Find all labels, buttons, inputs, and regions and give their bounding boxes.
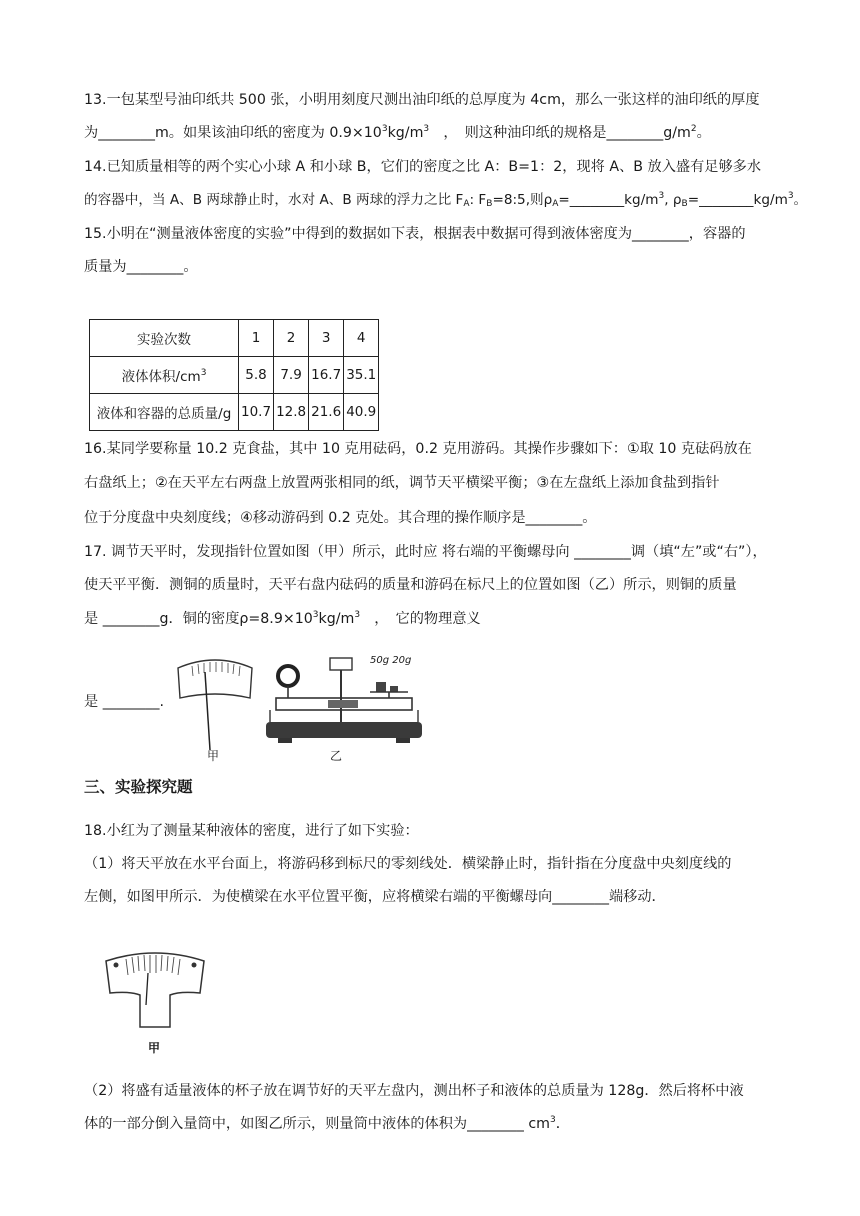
q18-p2-line1 (84, 1080, 744, 1102)
table-row (90, 320, 379, 357)
section-title: 三、实验探究题 (84, 778, 193, 796)
table-cell: 3 (309, 320, 344, 357)
figure-jia-label: 甲 (207, 749, 220, 763)
q14-sub-a2: A (552, 199, 559, 209)
table-header-text: 液体体积/cm (121, 369, 201, 385)
q14-sub-a: A (463, 199, 470, 209)
q13-sup-3: 2 (690, 124, 697, 134)
q18-p2-text-2a: 体的一部分倒入量筒中，如图乙所示，则量筒中液体的体积为________ cm (84, 1116, 550, 1132)
q13-text-2b: kg/m (387, 125, 424, 141)
q14-sub-b: B (486, 199, 493, 209)
table-cell: 4 (344, 320, 379, 357)
q13-sup-2: 3 (423, 124, 430, 134)
q17-text-2: 使天平平衡．测铜的质量时，天平右盘内砝码的质量和游码在标尺上的位置如图（乙）所示，则铜的质量 (84, 577, 737, 593)
table-header-cell (90, 357, 239, 394)
q16-text-2: 右盘纸上；②在天平左右两盘上放置两张相同的纸，调节天平横梁平衡；③在左盘纸上添加食盐到指针 (84, 475, 720, 491)
table-cell: 16.7 (309, 357, 344, 394)
table-cell: 2 (274, 320, 309, 357)
q13-sup-1: 3 (381, 124, 388, 134)
q18-p2-sup: 3 (549, 1115, 556, 1125)
q13-text-2c: ， 则这种油印纸的规格是________g/m (429, 125, 691, 141)
table-cell: 1 (239, 320, 274, 357)
q16-line3 (84, 507, 597, 529)
table-row (90, 394, 379, 431)
q14-sub-b2: B (681, 199, 688, 209)
table-header-cell: 液体和容器的总质量/g (90, 394, 239, 431)
q18-p2-line2 (84, 1113, 570, 1135)
q14-text-2c: =8:5,则ρ (492, 192, 553, 208)
q13-text-2d: 。 (696, 125, 711, 141)
table-cell: 40.9 (344, 394, 379, 431)
q17-line2 (84, 574, 737, 596)
q18-p2-text-1: （2）将盛有适量液体的杯子放在调节好的天平左盘内，测出杯子和液体的总质量为 128g．然后将杯中液 (84, 1083, 744, 1099)
weights-label: 50g 20g (370, 655, 412, 666)
q16-text-3: 位于分度盘中央刻度线；④移动游码到 0.2 克处。其合理的操作顺序是________。 (84, 510, 597, 526)
q14-text-2f: =________kg/m (687, 192, 788, 208)
q14-text-2g: 。 (793, 192, 808, 208)
q16-line1 (84, 438, 752, 460)
table-header-cell: 实验次数 (90, 320, 239, 357)
q17-line1 (84, 541, 767, 563)
table-cell: 35.1 (344, 357, 379, 394)
figure-jia-dial-q18 (100, 945, 210, 1035)
q14-text-2a: 的容器中，当 A、B 两球静止时，水对 A、B 两球的浮力之比 F (84, 192, 464, 208)
q15-text-2: 质量为________。 (84, 259, 198, 275)
q14-line2 (84, 189, 807, 211)
figure-yi-label: 乙 (330, 749, 343, 763)
q16-text-1: 16.某同学要称量 10.2 克食盐，其中 10 克用砝码，0.2 克用游码。其操作步骤如下：①取 10 克砝码放在 (84, 441, 752, 457)
table-header-sup: 3 (200, 368, 207, 378)
q17-sup-1: 3 (312, 610, 319, 620)
q18-intro-text: 18.小红为了测量某种液体的密度，进行了如下实验： (84, 823, 419, 839)
q15-line2 (84, 256, 198, 278)
q18-p1-line1 (84, 853, 731, 875)
q18-intro (84, 820, 419, 842)
q13-text-2a: 为________m。如果该油印纸的密度为 0.9×10 (84, 125, 382, 141)
table-cell: 7.9 (274, 357, 309, 394)
q14-sup-1: 3 (658, 191, 665, 201)
q14-text-2b: : F (469, 192, 487, 208)
q17-line3 (84, 608, 481, 630)
q13-line1 (84, 89, 760, 111)
q14-line1 (84, 156, 761, 178)
q18-p1-line2 (84, 886, 666, 908)
q17-text-4: 是 ________. (84, 694, 164, 710)
q16-line2 (84, 472, 720, 494)
table-cell: 21.6 (309, 394, 344, 431)
table-cell: 12.8 (274, 394, 309, 431)
table-row (90, 357, 379, 394)
q17-text-1: 17. 调节天平时，发现指针位置如图（甲）所示，此时应 将右端的平衡螺母向 ________调（填“左”或“右”）， (84, 544, 767, 560)
q17-sup-2: 3 (354, 610, 361, 620)
q14-text-1: 14.已知质量相等的两个实心小球 A 和小球 B，它们的密度之比 A：B=1：2，现将 A、B 放入盛有足够多水 (84, 159, 762, 175)
q14-text-2d: =________kg/m (558, 192, 659, 208)
q17-text-3b: kg/m (318, 611, 355, 627)
q15-text-1: 15.小明在“测量液体密度的实验”中得到的数据如下表，根据表中数据可得到液体密度为________，容器的 (84, 226, 746, 242)
q17-line4 (84, 691, 164, 713)
experiment-data-table (89, 319, 379, 431)
q18-p1-text-2: 左侧，如图甲所示．为使横梁在水平位置平衡，应将横梁右端的平衡螺母向________端移动． (84, 889, 666, 905)
q17-text-3a: 是 ________g．铜的密度ρ=8.9×10 (84, 611, 313, 627)
q17-text-3c: ， 它的物理意义 (360, 611, 481, 627)
figure-jia-label-q18: 甲 (148, 1041, 161, 1055)
table-cell: 10.7 (239, 394, 274, 431)
q13-line2 (84, 122, 711, 144)
q18-p1-text-1: （1）将天平放在水平台面上，将游码移到标尺的零刻线处．横梁静止时，指针指在分度盘中央刻度线的 (84, 856, 732, 872)
table-cell: 5.8 (239, 357, 274, 394)
q14-text-2e: , ρ (664, 192, 682, 208)
q18-p2-text-2b: ． (555, 1116, 570, 1132)
q15-line1 (84, 223, 746, 245)
q14-sup-2: 3 (787, 191, 794, 201)
q13-text-1: 13.一包某型号油印纸共 500 张，小明用刻度尺测出油印纸的总厚度为 4cm，那么一张这样的油印纸的厚度 (84, 92, 760, 108)
